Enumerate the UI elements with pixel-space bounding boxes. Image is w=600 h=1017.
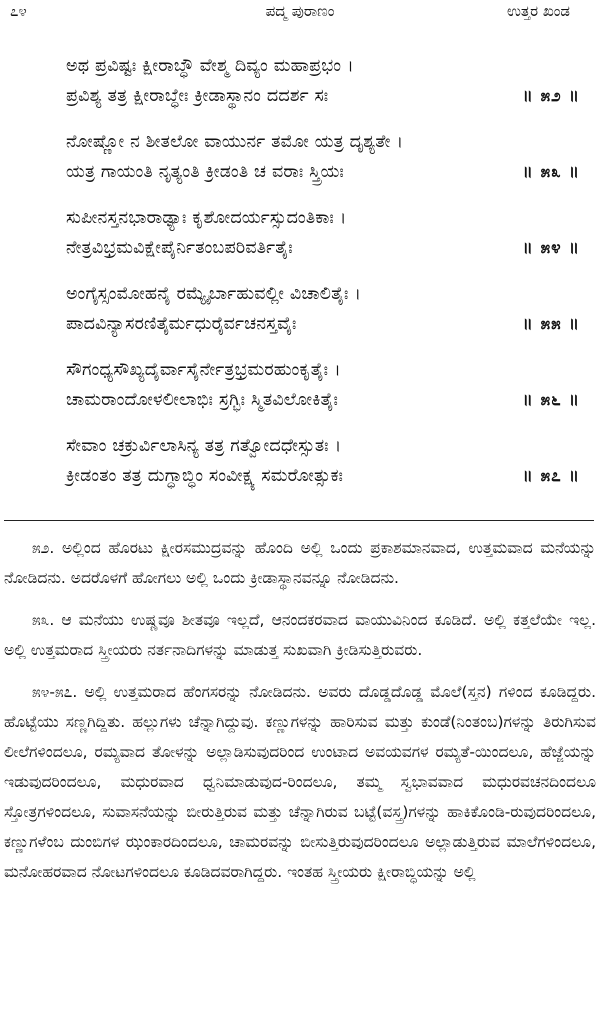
verse-number: ॥ ೫೪ ॥ (522, 238, 580, 258)
page-number: ೭೪ (10, 2, 27, 20)
book-title: ಪದ್ಮ ಪುರಾಣಂ (265, 2, 335, 20)
verse-stanza (0, 284, 600, 360)
verse-number: ॥ ೫೩ ॥ (522, 162, 580, 182)
verse-line-1: ಸುಪೀನಸ್ತನಭಾರಾಢ್ಯಾಃ ಕೃಶೋದರ್ಯಸ್ಸುದಂತಿಕಾಃ । (66, 208, 347, 228)
verse-line-2: ಪಾದವಿನ್ಯಾಸರಣಿತೈರ್ಮಧುರೈರ್ವಚನಸ್ತವೈಃ (66, 314, 297, 334)
verse-line-1: ನೋಷ್ಣೋ ನ ಶೀತಲೋ ವಾಯುರ್ನ ತಮೋ ಯತ್ರ ದೃಶ್ಯತೇ । (66, 132, 404, 152)
verse-line-2: ಕ್ರೀಡಂತಂ ತತ್ರ ದುಗ್ಧಾಬ್ಧಿಂ ಸಂವೀಕ್ಷ್ಯ ಸಮರೋತ್ಸುಕಃ (66, 466, 344, 486)
section-divider (4, 520, 594, 521)
section-title: ಉತ್ತರ ಖಂಡ (507, 2, 570, 20)
verse-stanza (0, 208, 600, 284)
verse-stanza (0, 436, 600, 512)
verse-line-2: ಚಾಮರಾಂದೋಳಲೀಲಾಭಿಃ ಸ್ರಗ್ಭಿಃ ಸ್ಮಿತವಿಲೋಕಿತೈಃ (66, 390, 339, 410)
verse-line-1: ಅಂಗೈಸ್ಸಂಮೋಹನೈ ರಮ್ಯೈರ್ಬಾಹುವಲ್ಲೀ ವಿಚಾಲಿತೈಃ । (66, 284, 362, 304)
verse-line-1: ಅಥ ಪ್ರವಿಷ್ಟಃ ಕ್ಷೀರಾಬ್ಧೌ ವೇಶ್ಮ ದಿವ್ಯಂ ಮಹಾಪ್ರಭಂ । (66, 56, 354, 76)
verse-line-1: ಸೌಗಂಧ್ಯಸೌಖ್ಯದೈರ್ವಾಸೈರ್ನೇತ್ರಭ್ರಮರಹುಂಕೃತೈಃ । (66, 360, 341, 380)
verse-stanza (0, 56, 600, 132)
verse-number: ॥ ೫೭ ॥ (522, 466, 580, 486)
translation-block (4, 533, 596, 899)
translation-paragraph: ೫೪-೫೭. ಅಲ್ಲಿ ಉತ್ತಮರಾದ ಹೆಂಗಸರನ್ನು ನೋಡಿದನು. ಅವರು ದೊಡ್ಡದೊಡ್ಡ ಮೊಲೆ(ಸ್ತನ) ಗಳಿಂದ ಕೂಡಿದ್ದರು. ಹೊಟ್ಟೆಯು ಸಣ್ಣಗಿದ್ದಿತು. ಹಲ್ಲುಗಳು ಚೆನ್ನಾಗಿದ್ದುವು. ಕಣ್ಣುಗಳನ್ನು ಹಾರಿಸುವ ಮತ್ತು ಕುಂಡೆ(ನಿಂತಂಬ)ಗಳನ್ನು ತಿರುಗಿಸುವ ಲೀಲೆಗಳಿಂದಲೂ, ರಮ್ಯವಾದ ತೋಳನ್ನು ಅಲ್ಲಾಡಿಸುವುದರಿಂದ ಉಂಟಾದ ಅವಯವಗಳ ರಮ್ಯತೆ-ಯಿಂದಲೂ, ಹೆಜ್ಜೆಯನ್ನು ಇಡುವುದರಿಂದಲೂ, ಮಧುರವಾದ ಧ್ವನಿಮಾಡುವುದ-ರಿಂದಲೂ, ತಮ್ಮ ಸ್ವಭಾವವಾದ ಮಧುರವಚನದಿಂದಲೂ ಸ್ತೋತ್ರಗಳಿಂದಲೂ, ಸುವಾಸನೆಯನ್ನು ಬೀರುತ್ತಿರುವ ಮತ್ತು ಚೆನ್ನಾಗಿರುವ ಬಟ್ಟೆ(ವಸ್ತ್ರ)ಗಳನ್ನು ಹಾಕಿಕೊಂಡಿ-ರುವುದರಿಂದಲೂ, ಕಣ್ಣುಗಳೆಂಬ ದುಂಬಿಗಳ ಝಂಕಾರದಿಂದಲೂ, ಚಾಮರವನ್ನು ಬೀಸುತ್ತಿರುವುದರಿಂದಲೂ ಅಲ್ಲಾಡುತ್ತಿರುವ ಮಾಲೆಗಳಿಂದಲೂ, ಮನೋಹರವಾದ ನೋಟಗಳಿಂದಲೂ ಕೂಡಿದವರಾಗಿದ್ದರು. ಇಂತಹ ಸ್ತ್ರೀಯರು ಕ್ಷೀರಾಬ್ಧಿಯನ್ನು ಅಲ್ಲಿ (4, 683, 596, 881)
verse-number: ॥ ೫೬ ॥ (522, 390, 580, 410)
verse-number: ॥ ೫೨ ॥ (522, 86, 580, 106)
verse-number: ॥ ೫೫ ॥ (522, 314, 580, 334)
translation-paragraph: ೫೩. ಆ ಮನೆಯು ಉಷ್ಣವೂ ಶೀತವೂ ಇಲ್ಲದೆ, ಆನಂದಕರವಾದ ವಾಯುವಿನಿಂದ ಕೂಡಿದೆ. ಅಲ್ಲಿ ಕತ್ತಲೆಯೇ ಇಲ್ಲ. ಅಲ್ಲಿ ಉತ್ತಮರಾದ ಸ್ತ್ರೀಯರು ನರ್ತನಾದಿಗಳನ್ನು ಮಾಡುತ್ತ ಸುಖವಾಗಿ ಕ್ರೀಡಿಸುತ್ತಿರುವರು. (4, 611, 596, 659)
verse-line-1: ಸೇವಾಂ ಚಕ್ರುರ್ವಿಲಾಸಿನ್ಯ ತತ್ರ ಗತ್ವೋದಧೇಸ್ಸುತಃ । (66, 436, 342, 456)
verse-line-2: ನೇತ್ರವಿಭ್ರಮವಿಕ್ಷೇಪೈರ್ನಿತಂಬಪರಿವರ್ತಿತೈಃ (66, 238, 293, 258)
page-header (0, 0, 600, 26)
verse-line-2: ಯತ್ರ ಗಾಯಂತಿ ನೃತ್ಯಂತಿ ಕ್ರೀಡಂತಿ ಚ ವರಾಃ ಸ್ತ್ರಿಯಃ (66, 162, 344, 182)
verse-block (0, 56, 600, 512)
verse-stanza (0, 360, 600, 436)
translation-paragraph: ೫೨. ಅಲ್ಲಿಂದ ಹೊರಟು ಕ್ಷೀರಸಮುದ್ರವನ್ನು ಹೊಂದಿ ಅಲ್ಲಿ ಒಂದು ಪ್ರಕಾಶಮಾನವಾದ, ಉತ್ತಮವಾದ ಮನೆಯನ್ನು ನೋಡಿದನು. ಅದರೊಳಗೆ ಹೋಗಲು ಅಲ್ಲಿ ಒಂದು ಕ್ರೀಡಾಸ್ಥಾನವನ್ನೂ ನೋಡಿದನು. (4, 539, 596, 587)
verse-line-2: ಪ್ರವಿಶ್ಯ ತತ್ರ ಕ್ಷೀರಾಬ್ಧೇಃ ಕ್ರೀಡಾಸ್ಥಾನಂ ದದರ್ಶ ಸಃ (66, 86, 329, 106)
verse-stanza (0, 132, 600, 208)
